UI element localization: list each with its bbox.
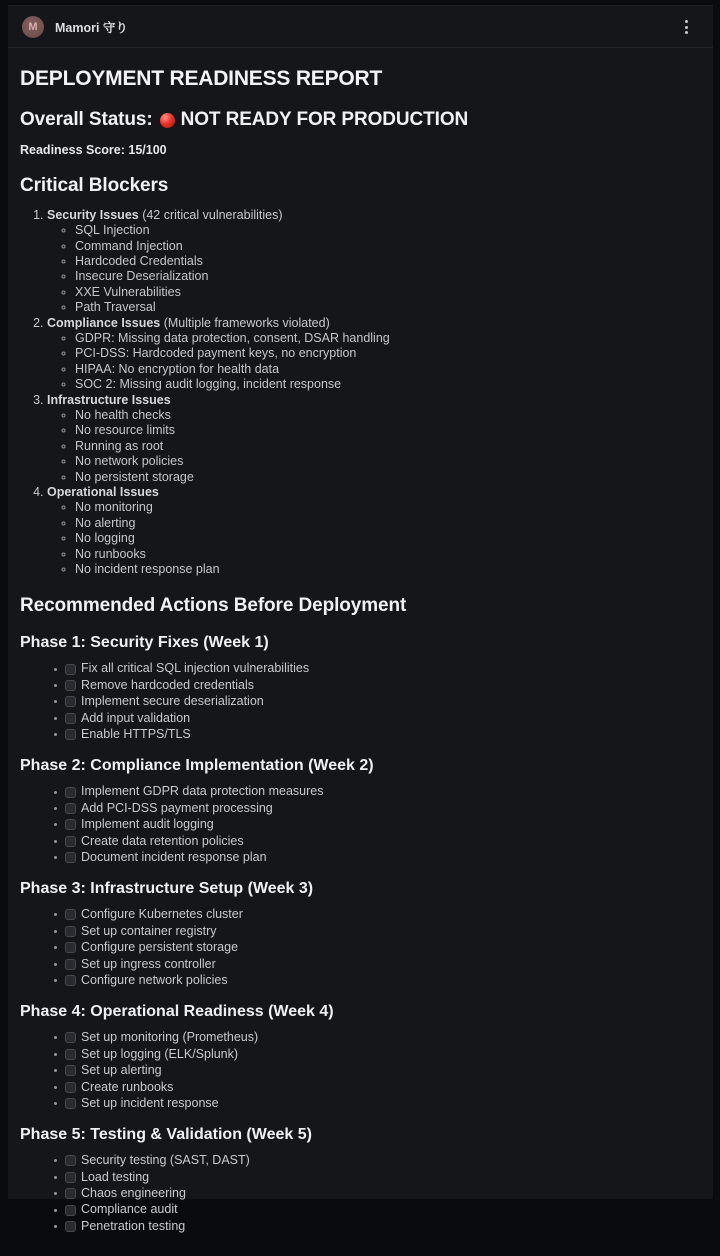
sender-name: Mamori 守り [55, 21, 128, 35]
task-list [20, 908, 693, 987]
report-title: DEPLOYMENT READINESS REPORT [20, 67, 383, 90]
bullet-icon [54, 1036, 57, 1039]
task-label: Implement secure deserialization [81, 694, 264, 709]
task-item [54, 835, 693, 848]
blocker-subitem: ◦ No incident response plan [75, 562, 693, 577]
task-checkbox[interactable] [65, 1082, 76, 1093]
message-card [8, 5, 713, 1233]
bullet-icon [54, 733, 57, 736]
task-checkbox[interactable] [65, 664, 76, 675]
bullet-icon [54, 823, 57, 826]
bullet-icon [54, 1069, 57, 1072]
bullet-icon [54, 946, 57, 949]
blocker-subitem: ◦ Insecure Deserialization [75, 269, 693, 284]
task-checkbox[interactable] [65, 926, 76, 937]
task-checkbox[interactable] [65, 803, 76, 814]
bullet-icon [54, 791, 57, 794]
task-label: Implement GDPR data protection measures [81, 784, 324, 799]
task-checkbox[interactable] [65, 1205, 76, 1216]
bullet-icon [54, 1225, 57, 1228]
bullet-icon [54, 1192, 57, 1195]
report-content [8, 67, 713, 1256]
blocker-sublist [47, 408, 693, 485]
bullet-icon [54, 963, 57, 966]
task-checkbox[interactable] [65, 696, 76, 707]
task-item [54, 1171, 693, 1184]
task-label: Load testing [81, 1169, 150, 1184]
message-header [8, 6, 713, 48]
task-item [54, 958, 693, 971]
task-checkbox[interactable] [65, 909, 76, 920]
task-checkbox[interactable] [65, 1049, 76, 1060]
blocker-subitem: ◦ PCI-DSS: Hardcoded payment keys, no encryption [75, 346, 693, 361]
blocker-subitem: ◦ SOC 2: Missing audit logging, incident response [75, 377, 693, 392]
task-label: Create runbooks [81, 1079, 174, 1094]
task-item [54, 1031, 693, 1044]
task-checkbox[interactable] [65, 680, 76, 691]
task-label: Set up alerting [81, 1063, 162, 1078]
bullet-icon [54, 1176, 57, 1179]
bullet-icon [54, 1086, 57, 1089]
task-label: Security testing (SAST, DAST) [81, 1153, 250, 1168]
blocker-title: Security Issues [47, 207, 139, 222]
task-item [54, 712, 693, 725]
blocker-subitem: ◦ GDPR: Missing data protection, consent, DSAR handling [75, 331, 693, 346]
task-checkbox[interactable] [65, 787, 76, 798]
task-label: Create data retention policies [81, 833, 244, 848]
blocker-subitem: ◦ Path Traversal [75, 300, 693, 315]
task-label: Add PCI-DSS payment processing [81, 800, 273, 815]
blocker-subitem: ◦ Command Injection [75, 239, 693, 254]
recommended-actions-heading: Recommended Actions Before Deployment [20, 595, 407, 617]
red-circle-status-icon [160, 113, 175, 128]
task-item [54, 1154, 693, 1167]
blocker-title: Compliance Issues [47, 315, 161, 330]
bullet-icon [54, 700, 57, 703]
task-label: Set up monitoring (Prometheus) [81, 1030, 259, 1045]
task-item [54, 728, 693, 741]
bullet-icon [54, 856, 57, 859]
bullet-icon [54, 979, 57, 982]
phase-heading: Phase 4: Operational Readiness (Week 4) [20, 1003, 334, 1021]
task-checkbox[interactable] [65, 819, 76, 830]
task-label: Set up ingress controller [81, 956, 216, 971]
task-label: Fix all critical SQL injection vulnerabilities [81, 661, 310, 676]
task-checkbox[interactable] [65, 713, 76, 724]
task-list [20, 1154, 693, 1233]
task-item [54, 974, 693, 987]
bullet-icon [54, 807, 57, 810]
blocker-subitem: ◦ No monitoring [75, 500, 693, 515]
phase-heading: Phase 5: Testing & Validation (Week 5) [20, 1126, 312, 1144]
blocker-subitem: ◦ No network policies [75, 454, 693, 469]
blocker-subitem: ◦ HIPAA: No encryption for health data [75, 362, 693, 377]
task-checkbox[interactable] [65, 1188, 76, 1199]
task-checkbox[interactable] [65, 836, 76, 847]
task-label: Penetration testing [81, 1218, 186, 1233]
task-item [54, 1048, 693, 1061]
task-checkbox[interactable] [65, 1098, 76, 1109]
overall-status-heading [20, 109, 693, 132]
task-label: Enable HTTPS/TLS [81, 727, 191, 742]
blocker-item [47, 485, 693, 577]
blocker-sublist [47, 223, 693, 315]
overall-status-value: NOT READY FOR PRODUCTION [180, 109, 469, 131]
task-item [54, 925, 693, 938]
task-item [54, 851, 693, 864]
phase-heading: Phase 3: Infrastructure Setup (Week 3) [20, 880, 314, 898]
blocker-subitem: ◦ No resource limits [75, 423, 693, 438]
task-checkbox[interactable] [65, 975, 76, 986]
task-label: Set up logging (ELK/Splunk) [81, 1046, 239, 1061]
task-checkbox[interactable] [65, 1032, 76, 1043]
task-checkbox[interactable] [65, 1221, 76, 1232]
bullet-icon [54, 1209, 57, 1212]
task-item [54, 802, 693, 815]
task-label: Configure persistent storage [81, 940, 239, 955]
bullet-icon [54, 840, 57, 843]
bullet-icon [54, 1102, 57, 1105]
blocker-sublist [47, 331, 693, 393]
task-item [54, 1220, 693, 1233]
task-list [20, 785, 693, 864]
task-label: Set up container registry [81, 923, 217, 938]
phase-heading: Phase 1: Security Fixes (Week 1) [20, 634, 269, 652]
task-item [54, 941, 693, 954]
task-label: Set up incident response [81, 1095, 219, 1110]
blocker-item [47, 393, 693, 485]
blocker-subitem: ◦ No alerting [75, 516, 693, 531]
task-list [20, 1031, 693, 1110]
blocker-title: Operational Issues [47, 485, 159, 500]
task-checkbox[interactable] [65, 959, 76, 970]
task-checkbox[interactable] [65, 1155, 76, 1166]
blocker-subitem: ◦ No persistent storage [75, 470, 693, 485]
task-checkbox[interactable] [65, 852, 76, 863]
task-item [54, 679, 693, 692]
bullet-icon [54, 684, 57, 687]
task-checkbox[interactable] [65, 1172, 76, 1183]
task-item [54, 1081, 693, 1094]
task-label: Add input validation [81, 710, 191, 725]
task-label: Remove hardcoded credentials [81, 677, 255, 692]
bullet-icon [54, 913, 57, 916]
task-item [54, 785, 693, 798]
overall-status-label: Overall Status: [20, 109, 153, 131]
task-item [54, 908, 693, 921]
task-label: Chaos engineering [81, 1186, 186, 1201]
task-item [54, 818, 693, 831]
blocker-subitem: ◦ No health checks [75, 408, 693, 423]
phases-container [20, 633, 693, 1233]
task-label: Configure Kubernetes cluster [81, 907, 243, 922]
bullet-icon [54, 1053, 57, 1056]
avatar-letter: M [28, 21, 38, 33]
kebab-menu-icon[interactable] [682, 16, 691, 38]
critical-blockers-heading: Critical Blockers [20, 174, 169, 196]
task-item [54, 695, 693, 708]
blocker-item: 2. Compliance Issues (Multiple frameworks violated) ◦ GDPR: Missing data protection, consent, DSAR handling ◦ PCI-DSS: Hardcoded payment keys, no encryption ◦ HIPAA: No encryption for health data ◦ SOC 2: Missing audit logging, incident response [47, 316, 693, 393]
task-checkbox[interactable] [65, 942, 76, 953]
bullet-icon [54, 930, 57, 933]
task-label: Compliance audit [81, 1202, 178, 1217]
task-label: Document incident response plan [81, 849, 267, 864]
readiness-score: Readiness Score: 15/100 [20, 142, 167, 157]
task-checkbox[interactable] [65, 729, 76, 740]
avatar [22, 16, 44, 38]
blocker-title: Infrastructure Issues [47, 392, 171, 407]
task-item [54, 1187, 693, 1200]
blocker-sublist [47, 500, 693, 577]
blocker-subitem: ◦ XXE Vulnerabilities [75, 285, 693, 300]
blocker-subitem: ◦ Running as root [75, 439, 693, 454]
task-item [54, 1097, 693, 1110]
task-label: Implement audit logging [81, 817, 214, 832]
blocker-item: 1. Security Issues (42 critical vulnerabilities) ◦ SQL Injection ◦ Command Injection ◦ Hardcoded Credentials ◦ Insecure Deserialization ◦ XXE Vulnerabilities ◦ Path Traversal [47, 208, 693, 316]
bullet-icon [54, 717, 57, 720]
blocker-subitem: ◦ Hardcoded Credentials [75, 254, 693, 269]
blocker-subitem: ◦ No logging [75, 531, 693, 546]
bullet-icon [54, 668, 57, 671]
bullet-icon [54, 1159, 57, 1162]
critical-blockers-list [20, 208, 693, 578]
task-item [54, 1064, 693, 1077]
task-item [54, 662, 693, 675]
task-list [20, 662, 693, 741]
task-checkbox[interactable] [65, 1065, 76, 1076]
phase-heading: Phase 2: Compliance Implementation (Week 2) [20, 757, 374, 775]
task-item [54, 1203, 693, 1216]
blocker-subitem: ◦ No runbooks [75, 547, 693, 562]
task-label: Configure network policies [81, 972, 228, 987]
blocker-subitem: ◦ SQL Injection [75, 223, 693, 238]
